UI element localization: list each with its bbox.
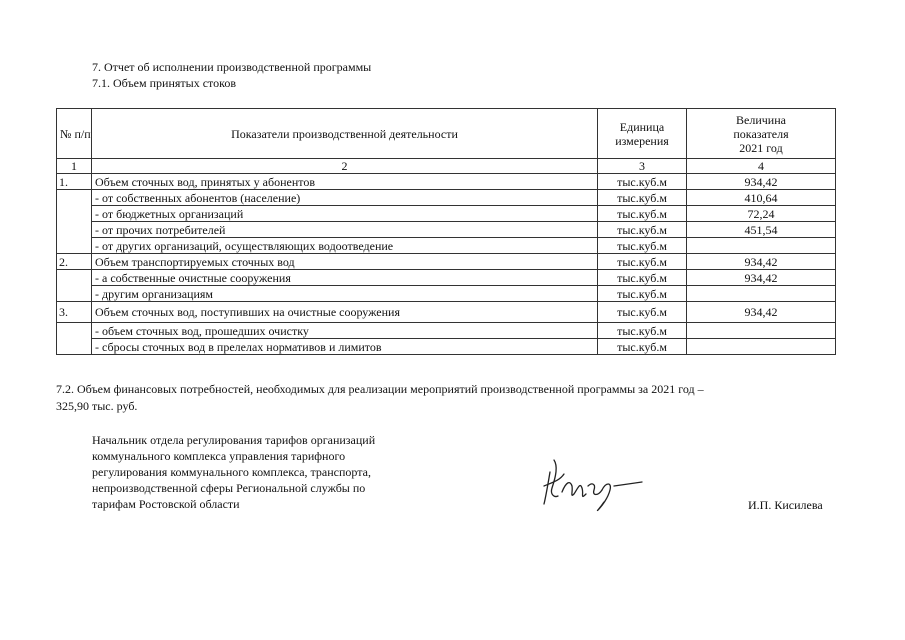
column-number: 2 — [92, 159, 598, 174]
row-indicator: - сбросы сточных вод в прелелах нормативов и лимитов — [92, 339, 598, 355]
col-header-value-line: показателя — [733, 126, 789, 141]
col-header-unit-line: Единица — [619, 119, 665, 134]
col-header-value — [687, 109, 836, 159]
column-number: 3 — [598, 159, 687, 174]
row-unit: тыс.куб.м — [598, 286, 687, 302]
signatory-position-line: тарифам Ростовской области — [92, 497, 240, 511]
col-header-number: № п/п — [57, 109, 92, 159]
row-value: 934,42 — [687, 174, 836, 190]
row-unit: тыс.куб.м — [598, 222, 687, 238]
handwritten-signature-icon — [540, 452, 650, 514]
section-title: 7. Отчет об исполнении производственной программы — [92, 60, 372, 74]
row-value — [687, 323, 836, 339]
table-row — [57, 286, 836, 302]
row-value — [687, 238, 836, 254]
row-indicator: - от бюджетных организаций — [92, 206, 598, 222]
row-indicator: Объем сточных вод, принятых у абонентов — [92, 174, 598, 190]
row-unit: тыс.куб.м — [598, 238, 687, 254]
row-value: 410,64 — [687, 190, 836, 206]
row-index-merged — [57, 190, 92, 254]
table-row — [57, 339, 836, 355]
col-header-value-line: 2021 год — [739, 140, 783, 155]
col-header-value-line: Величина — [736, 112, 786, 127]
row-index: 2. — [57, 254, 92, 270]
row-value — [687, 286, 836, 302]
row-index: 1. — [57, 174, 92, 190]
row-indicator: - а собственные очистные сооружения — [92, 270, 598, 286]
row-indicator: Объем сточных вод, поступивших на очистные сооружения — [92, 302, 598, 323]
row-value: 72,24 — [687, 206, 836, 222]
row-index-merged — [57, 270, 92, 302]
column-number-row — [57, 159, 836, 174]
col-header-unit-line: измерения — [615, 133, 669, 148]
col-header-unit — [598, 109, 687, 159]
table-row — [57, 190, 836, 206]
row-value: 934,42 — [687, 270, 836, 286]
table-row — [57, 270, 836, 286]
subsection-title: 7.1. Объем принятых стоков — [92, 76, 236, 90]
table-header-row — [57, 109, 836, 159]
row-indicator: - другим организациям — [92, 286, 598, 302]
signatory-position — [92, 432, 375, 512]
row-unit: тыс.куб.м — [598, 270, 687, 286]
row-unit: тыс.куб.м — [598, 323, 687, 339]
financial-needs-amount: 325,90 тыс. руб. — [56, 399, 138, 413]
column-number: 4 — [687, 159, 836, 174]
table-row — [57, 302, 836, 323]
row-index: 3. — [57, 302, 92, 323]
table-row — [57, 323, 836, 339]
row-value: 451,54 — [687, 222, 836, 238]
row-unit: тыс.куб.м — [598, 190, 687, 206]
signatory-position-line: непроизводственной сферы Региональной службы по — [92, 481, 366, 495]
row-indicator: - от собственных абонентов (население) — [92, 190, 598, 206]
row-value — [687, 339, 836, 355]
col-header-indicator: Показатели производственной деятельности — [92, 109, 598, 159]
column-number: 1 — [57, 159, 92, 174]
signatory-position-line: Начальник отдела регулирования тарифов организаций — [92, 433, 376, 447]
row-unit: тыс.куб.м — [598, 302, 687, 323]
row-indicator: - объем сточных вод, прошедших очистку — [92, 323, 598, 339]
row-unit: тыс.куб.м — [598, 206, 687, 222]
table-row — [57, 254, 836, 270]
row-index-merged — [57, 323, 92, 355]
table-row — [57, 238, 836, 254]
financial-needs-line: 7.2. Объем финансовых потребностей, необходимых для реализации мероприятий производственной программы за 2021 год – — [56, 382, 704, 396]
table-row — [57, 174, 836, 190]
row-value: 934,42 — [687, 254, 836, 270]
row-unit: тыс.куб.м — [598, 174, 687, 190]
row-indicator: - от прочих потребителей — [92, 222, 598, 238]
row-indicator: Объем транспортируемых сточных вод — [92, 254, 598, 270]
table-row — [57, 206, 836, 222]
signatory-position-line: регулирования коммунального комплекса, транспорта, — [92, 465, 371, 479]
row-indicator: - от других организаций, осуществляющих водоотведение — [92, 238, 598, 254]
row-value: 934,42 — [687, 302, 836, 323]
row-unit: тыс.куб.м — [598, 339, 687, 355]
signatory-position-line: коммунального комплекса управления тарифного — [92, 449, 346, 463]
signatory-name: И.П. Кисилева — [748, 498, 823, 512]
row-unit: тыс.куб.м — [598, 254, 687, 270]
production-report-table — [56, 108, 836, 355]
table-row — [57, 222, 836, 238]
